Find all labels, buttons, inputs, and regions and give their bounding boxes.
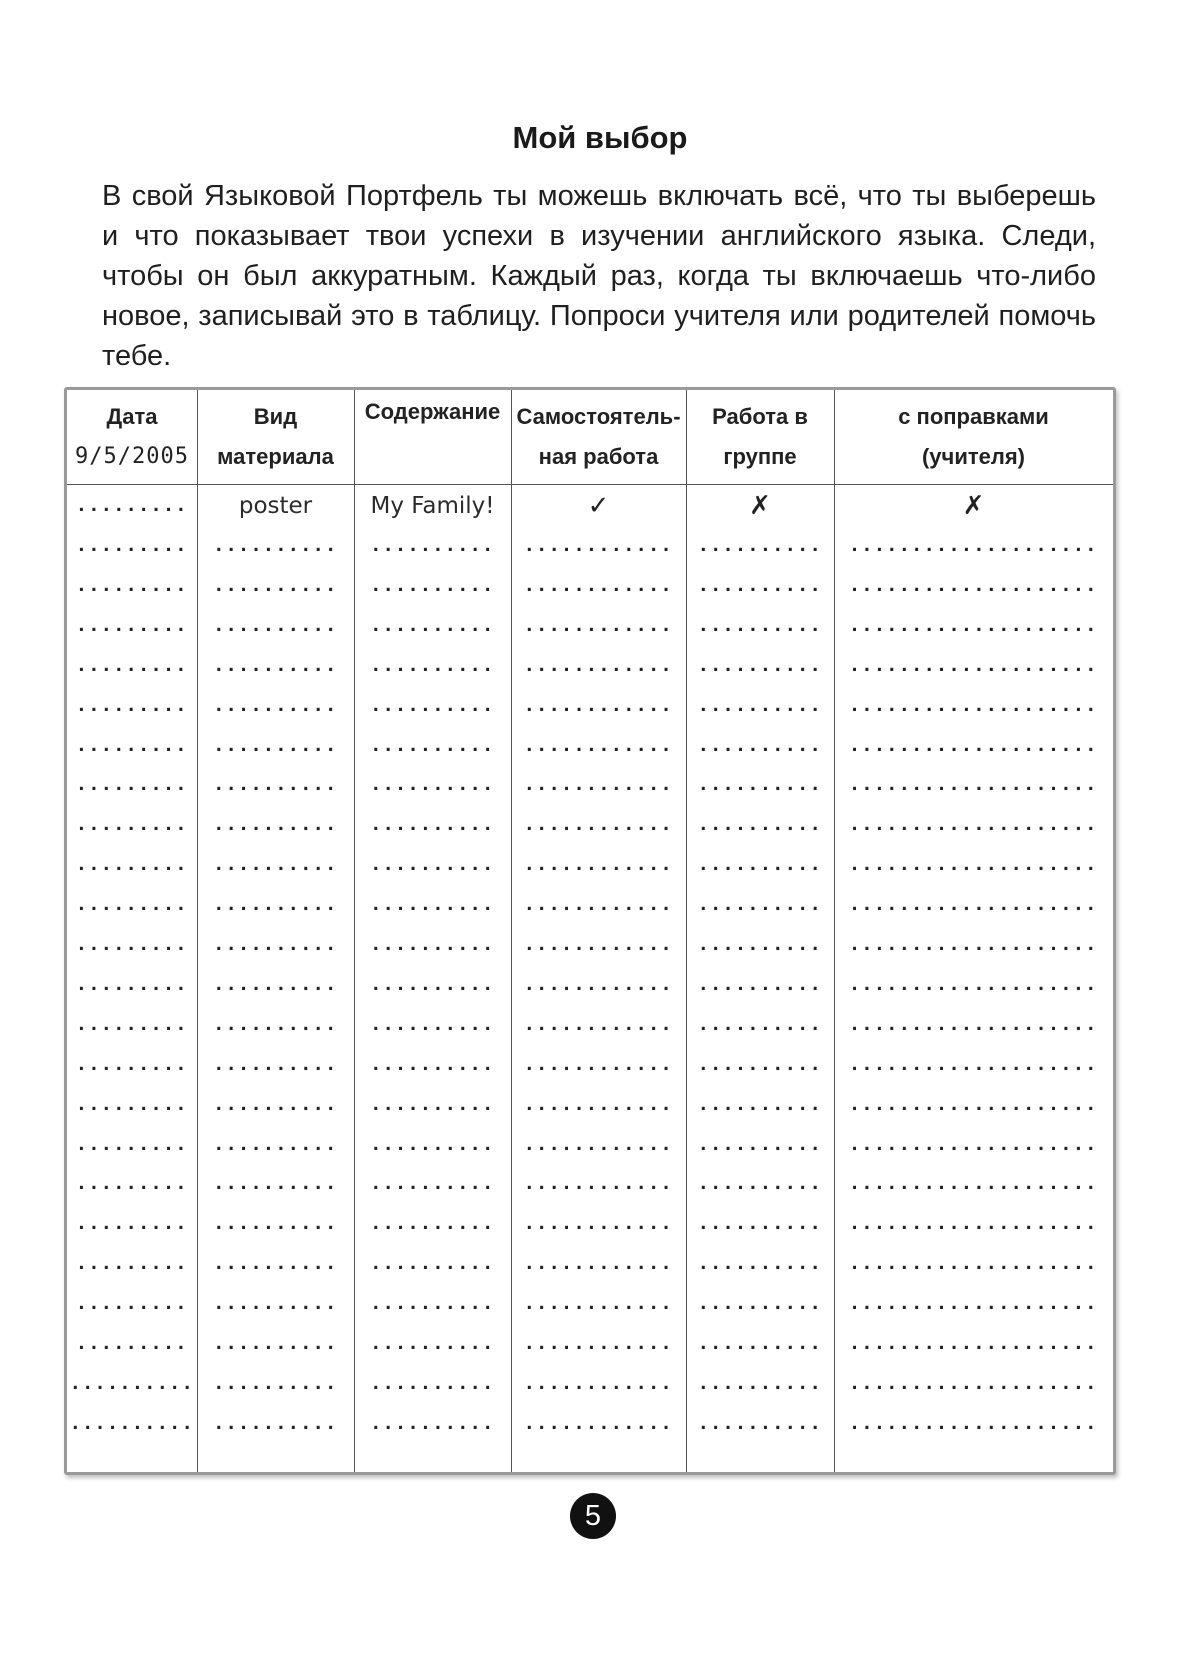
blank-cell-group: ..........: [697, 695, 823, 716]
cross-mark-icon: ✗: [962, 491, 985, 521]
blank-cell-independent: ............: [523, 535, 674, 556]
blank-cell-corrections: ....................: [849, 615, 1098, 636]
blank-cell-independent: ............: [523, 974, 674, 995]
blank-cell-content: ..........: [370, 854, 495, 875]
check-mark-icon: ✓: [587, 491, 610, 521]
blank-cell-content: ..........: [370, 615, 495, 636]
blank-cell-date: .........: [76, 814, 188, 835]
row-1-content: My Family!: [370, 493, 495, 519]
page-number: 5: [570, 1493, 616, 1539]
blank-cell-material: ..........: [213, 1094, 338, 1115]
blank-cell-independent: ............: [523, 1293, 674, 1314]
blank-cell-content: ..........: [370, 695, 495, 716]
blank-cell-corrections: ....................: [849, 1333, 1098, 1354]
blank-cell-group: ..........: [697, 1293, 823, 1314]
blank-cell-material: ..........: [213, 575, 338, 596]
blank-cell-material: ..........: [213, 934, 338, 955]
blank-cell-group: ..........: [697, 814, 823, 835]
blank-cell-material: ..........: [213, 774, 338, 795]
blank-cell-corrections: ....................: [849, 1373, 1098, 1394]
blank-cell-group: ..........: [697, 1173, 823, 1194]
blank-cell-material: ..........: [213, 1173, 338, 1194]
blank-cell-content: ..........: [370, 1134, 495, 1155]
blank-cell-content: ..........: [370, 774, 495, 795]
blank-cell-independent: ............: [523, 1373, 674, 1394]
blank-cell-corrections: ....................: [849, 974, 1098, 995]
blank-cell-date: .........: [76, 934, 188, 955]
blank-cell-corrections: ....................: [849, 1253, 1098, 1274]
blank-cell-material: ..........: [213, 1014, 338, 1035]
blank-cell-date: .........: [76, 1253, 188, 1274]
blank-cell-date: .........: [76, 854, 188, 875]
blank-cell-group: ..........: [697, 1014, 823, 1035]
blank-cell-date: .........: [76, 1094, 188, 1115]
header-date: [67, 392, 197, 482]
blank-cell-date: .........: [76, 1333, 188, 1354]
blank-cell-date: .........: [76, 575, 188, 596]
blank-cell-group: ..........: [697, 1134, 823, 1155]
blank-cell-material: ..........: [213, 1293, 338, 1314]
blank-cell-group: ..........: [697, 934, 823, 955]
header-independent: [511, 392, 686, 482]
blank-cell-corrections: ....................: [849, 695, 1098, 716]
blank-cell-group: ..........: [697, 535, 823, 556]
row-1-material: poster: [238, 493, 313, 519]
blank-cell-corrections: ....................: [849, 894, 1098, 915]
header-independent-line2: ная работа: [538, 444, 659, 469]
page-title: Мой выбор: [512, 120, 688, 155]
blank-cell-content: ..........: [370, 1373, 495, 1394]
blank-cell-independent: ............: [523, 774, 674, 795]
blank-cell-content: ..........: [370, 535, 495, 556]
blank-cell-independent: ............: [523, 655, 674, 676]
header-material: [197, 392, 354, 482]
header-corrections: [834, 392, 1113, 482]
blank-cell-independent: ............: [523, 615, 674, 636]
blank-cell-group: ..........: [697, 1094, 823, 1115]
blank-cell-date: .........: [76, 1293, 188, 1314]
blank-cell-independent: ............: [523, 894, 674, 915]
blank-cell-group: ..........: [697, 1054, 823, 1075]
blank-cell-date: .........: [76, 774, 188, 795]
blank-cell-date: ..........: [69, 1413, 195, 1434]
header-group-line1: Работа в: [712, 404, 808, 429]
blank-cell-material: ..........: [213, 1253, 338, 1274]
blank-cell-corrections: ....................: [849, 934, 1098, 955]
blank-cell-date: .........: [76, 535, 188, 556]
blank-cell-corrections: ....................: [849, 1413, 1098, 1434]
blank-cell-content: ..........: [370, 735, 495, 756]
header-material-line2: материала: [217, 444, 334, 469]
blank-cell-content: ..........: [370, 934, 495, 955]
blank-cell-independent: ............: [523, 1413, 674, 1434]
blank-cell-material: ..........: [213, 695, 338, 716]
blank-cell-group: ..........: [697, 894, 823, 915]
blank-cell-corrections: ....................: [849, 1054, 1098, 1075]
blank-cell-date: .........: [76, 974, 188, 995]
blank-cell-content: ..........: [370, 814, 495, 835]
blank-cell-group: ..........: [697, 1213, 823, 1234]
blank-cell-group: ..........: [697, 1373, 823, 1394]
blank-cell-independent: ............: [523, 1253, 674, 1274]
blank-cell-independent: ............: [523, 1173, 674, 1194]
header-group: [686, 392, 834, 482]
blank-cell-material: ..........: [213, 854, 338, 875]
header-content: [354, 392, 511, 482]
blank-cell-content: ..........: [370, 1293, 495, 1314]
blank-cell-group: ..........: [697, 735, 823, 756]
blank-cell-material: ..........: [213, 535, 338, 556]
blank-cell-corrections: ....................: [849, 535, 1098, 556]
blank-cell-date: .........: [76, 1134, 188, 1155]
blank-cell-corrections: ....................: [849, 814, 1098, 835]
blank-cell-independent: ............: [523, 1014, 674, 1035]
blank-cell-independent: ............: [523, 1213, 674, 1234]
header-independent-line1: Самостоятель-: [516, 404, 681, 429]
blank-cell-material: ..........: [213, 1054, 338, 1075]
blank-cell-independent: ............: [523, 1054, 674, 1075]
cross-mark-icon: ✗: [749, 491, 771, 521]
blank-cell-content: ..........: [370, 894, 495, 915]
blank-cell-group: ..........: [697, 575, 823, 596]
blank-cell-content: ..........: [370, 1014, 495, 1035]
header-material-line1: Вид: [253, 404, 298, 429]
blank-cell-date: .........: [76, 1054, 188, 1075]
header-content-label: Содержание: [364, 399, 501, 424]
blank-cell-content: ..........: [370, 1253, 495, 1274]
blank-cell-independent: ............: [523, 934, 674, 955]
blank-cell-material: ..........: [213, 1333, 338, 1354]
blank-cell-material: ..........: [213, 974, 338, 995]
blank-cell-group: ..........: [697, 615, 823, 636]
blank-cell-content: ..........: [370, 1333, 495, 1354]
blank-cell-group: ..........: [697, 1253, 823, 1274]
blank-cell-corrections: ....................: [849, 735, 1098, 756]
blank-cell-group: ..........: [697, 774, 823, 795]
blank-cell-content: ..........: [370, 575, 495, 596]
intro-paragraph: В свой Языковой Портфель ты можешь включать всё, что ты выберешь и что показывает твои успехи в изучении английского языка. Следи, чтобы он был аккуратным. Каждый раз, когда ты включаешь что-либо новое, записывай это в таблицу. Попроси учителя или родителей помочь тебе.: [102, 180, 1096, 372]
row-1-date: .........: [76, 495, 188, 516]
blank-cell-corrections: ....................: [849, 774, 1098, 795]
blank-cell-date: .........: [76, 1173, 188, 1194]
blank-cell-material: ..........: [213, 735, 338, 756]
blank-cell-date: ..........: [69, 1373, 195, 1394]
blank-cell-group: ..........: [697, 1413, 823, 1434]
blank-cell-date: .........: [76, 695, 188, 716]
blank-cell-date: .........: [76, 1213, 188, 1234]
blank-cell-date: .........: [76, 615, 188, 636]
blank-cell-content: ..........: [370, 1213, 495, 1234]
blank-cell-group: ..........: [697, 1333, 823, 1354]
blank-cell-group: ..........: [697, 974, 823, 995]
blank-cell-material: ..........: [213, 655, 338, 676]
blank-cell-material: ..........: [213, 615, 338, 636]
blank-cell-corrections: ....................: [849, 575, 1098, 596]
blank-cell-group: ..........: [697, 655, 823, 676]
blank-cell-material: ..........: [213, 814, 338, 835]
blank-cell-corrections: ....................: [849, 1094, 1098, 1115]
blank-cell-corrections: ....................: [849, 1134, 1098, 1155]
header-corrections-line2: (учителя): [921, 444, 1025, 469]
blank-cell-date: .........: [76, 1014, 188, 1035]
blank-cell-independent: ............: [523, 854, 674, 875]
blank-cell-content: ..........: [370, 655, 495, 676]
blank-cell-date: .........: [76, 894, 188, 915]
blank-cell-content: ..........: [370, 1173, 495, 1194]
header-corrections-line1: с поправками: [898, 404, 1049, 429]
header-date-value: 9/5/2005: [75, 444, 189, 469]
blank-cell-independent: ............: [523, 1094, 674, 1115]
blank-cell-content: ..........: [370, 1054, 495, 1075]
header-group-line2: группе: [723, 444, 797, 469]
blank-cell-corrections: ....................: [849, 1213, 1098, 1234]
blank-cell-material: ..........: [213, 1373, 338, 1394]
blank-cell-independent: ............: [523, 1134, 674, 1155]
blank-cell-material: ..........: [213, 1134, 338, 1155]
blank-cell-independent: ............: [523, 695, 674, 716]
blank-cell-independent: ............: [523, 814, 674, 835]
blank-cell-content: ..........: [370, 1413, 495, 1434]
blank-cell-material: ..........: [213, 894, 338, 915]
blank-cell-group: ..........: [697, 854, 823, 875]
blank-cell-independent: ............: [523, 575, 674, 596]
blank-cell-independent: ............: [523, 1333, 674, 1354]
blank-cell-corrections: ....................: [849, 655, 1098, 676]
blank-cell-corrections: ....................: [849, 1173, 1098, 1194]
blank-cell-corrections: ....................: [849, 1014, 1098, 1035]
header-divider: [67, 484, 1113, 485]
blank-cell-material: ..........: [213, 1213, 338, 1234]
blank-cell-corrections: ....................: [849, 1293, 1098, 1314]
blank-cell-corrections: ....................: [849, 854, 1098, 875]
blank-cell-independent: ............: [523, 735, 674, 756]
blank-cell-date: .........: [76, 735, 188, 756]
blank-cell-content: ..........: [370, 974, 495, 995]
blank-cell-material: ..........: [213, 1413, 338, 1434]
blank-cell-content: ..........: [370, 1094, 495, 1115]
header-date-label: Дата: [106, 404, 158, 429]
blank-cell-date: .........: [76, 655, 188, 676]
